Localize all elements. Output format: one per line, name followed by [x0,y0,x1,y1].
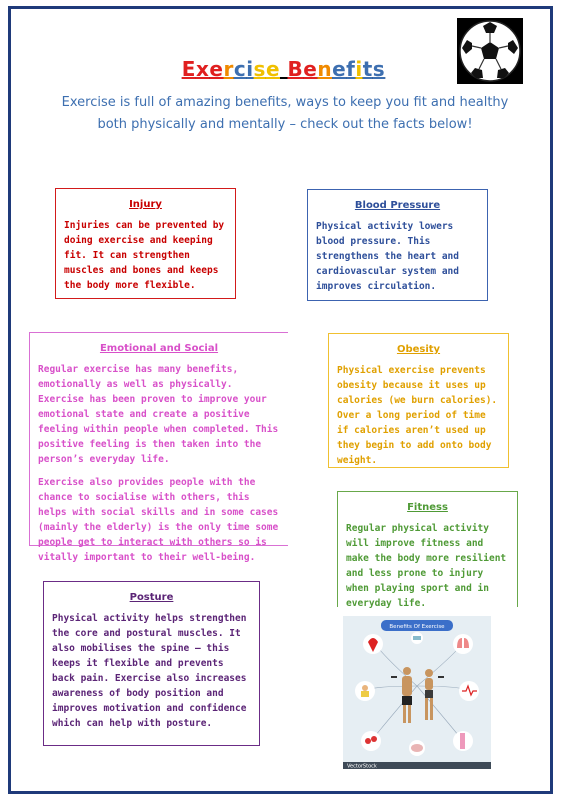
injury-box [55,188,236,299]
football-icon [457,18,523,84]
fitness-text: Regular physical activity will improve fitness and make the body more resilient and less prone to injury when playing sport and in everyday life. [346,523,507,609]
title-letter: i [246,57,254,81]
title-letter: e [303,57,318,81]
emotional-social-box [29,332,288,563]
title-letter: s [372,57,386,81]
title-letter: c [233,57,247,81]
fitness-heading: Fitness [407,502,448,513]
emotional-text-1: Regular exercise has many benefits, emotionally as well as physically. Exercise has been proven to improve your emotional state and create a positive feeling within people when completed. This positive feeling is then taken into the person’s everyday life. [38,364,279,465]
infographic-watermark: VectorStock [347,763,377,769]
title-letter: B [287,57,304,81]
title-letter: t [362,57,373,81]
blood-pressure-text: Physical activity lowers blood pressure. This strengthens the heart and cardiovascular system and improves circulation. [316,221,459,292]
title-letter: e [209,57,224,81]
benefits-infographic [343,616,491,769]
title-letter [280,57,287,81]
obesity-box [328,333,509,468]
posture-heading: Posture [129,592,174,603]
blood-pressure-heading: Blood Pressure [354,200,441,211]
infographic-title: Benefits Of Exercise [389,624,445,630]
posture-box [43,581,260,746]
obesity-text: Physical exercise prevents obesity because it uses up calories (we burn calories). Over a long period of time if calories aren’t used up they begin to add onto body weight. [337,365,498,466]
emotional-social-heading: Emotional and Social [99,343,219,354]
title-letter: r [223,57,234,81]
title-letter: n [317,57,333,81]
title-letter: x [195,57,210,81]
title-letter: s [253,57,266,81]
posture-text: Physical activity helps strengthen the core and postural muscles. It also mobilises the spine – this keeps it flexible and prevents back pain. Exercise also increases awareness of body position and improves motivation and confidence which can help with posture. [52,613,247,729]
title-letter: e [332,57,347,81]
emotional-text-2: Exercise also provides people with the chance to socialise with others, this helps with social skills and in some cases (mainly the elderly) is the only time some people get to interact with others so is vitally important to their well-being. [38,477,279,563]
title-letter: E [181,57,196,81]
injury-text: Injuries can be prevented by doing exercise and keeping fit. It can strengthen muscles and bones and keeps the body more flexible. [64,220,225,291]
blood-pressure-box [307,189,488,301]
fitness-box [337,491,518,607]
injury-heading: Injury [129,199,162,210]
obesity-heading: Obesity [396,344,441,355]
title-letter: i [355,57,363,81]
title-letter: e [265,57,281,81]
title-letter: f [346,57,356,81]
page-subtitle: Exercise is full of amazing benefits, ways to keep you fit and healthy both physically and mentally – check out the facts below! [61,95,509,132]
